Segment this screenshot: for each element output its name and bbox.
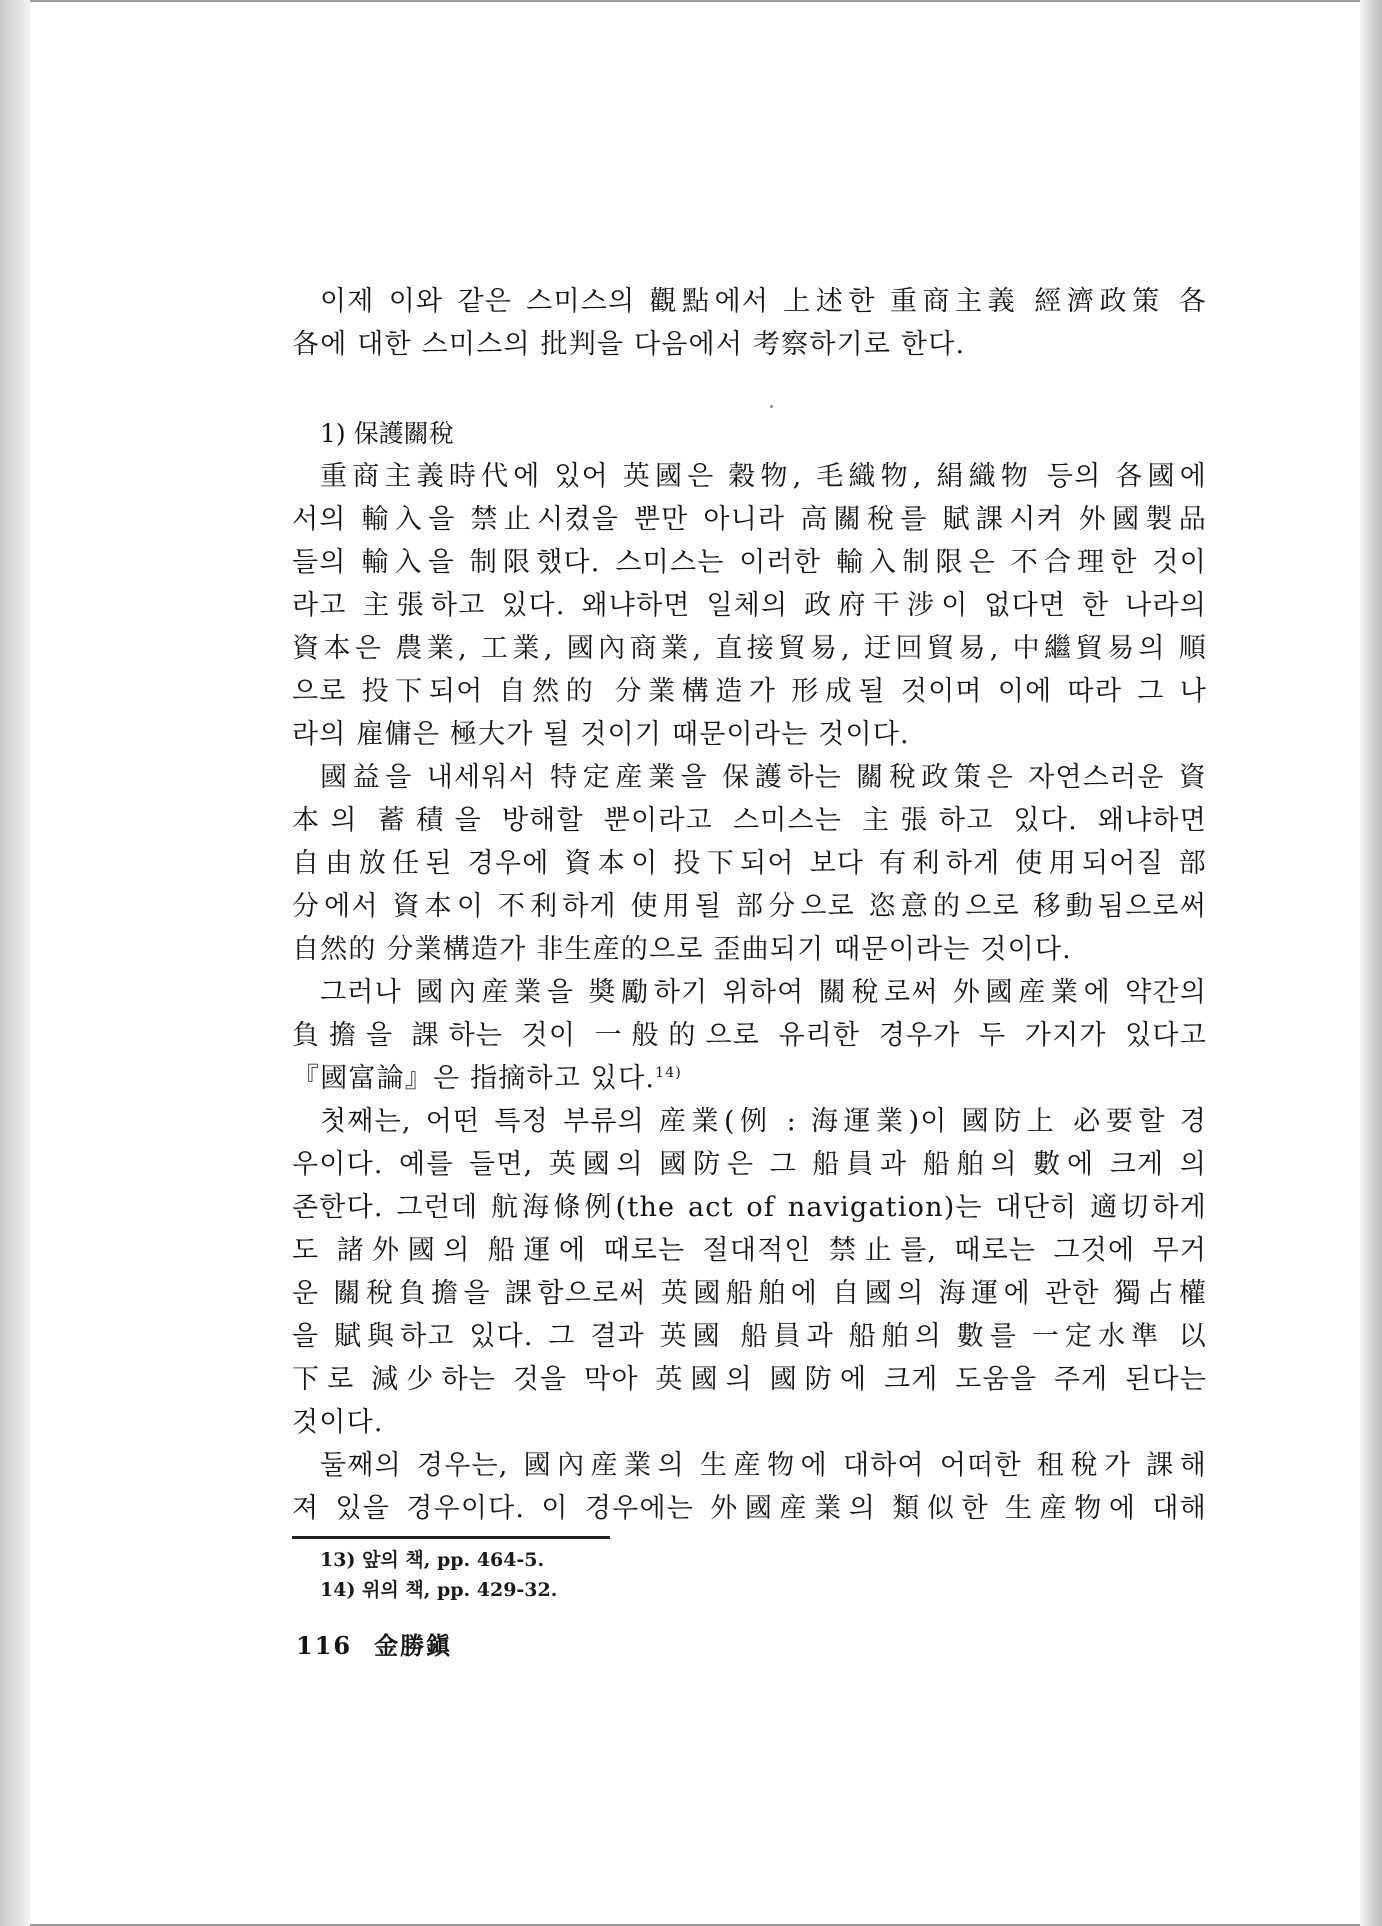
paragraph-line: 첫째는, 어떤 특정 부류의 産業(例 : 海運業)이 國防上 必要할 경 xyxy=(320,1106,1207,1137)
page-number: 116 xyxy=(296,1631,353,1660)
footnote-reference: 14) xyxy=(655,1065,683,1081)
paragraph-line: 自然的 分業構造가 非生産的으로 歪曲되기 때문이라는 것이다. xyxy=(292,934,1072,965)
paragraph xyxy=(292,1444,1207,1530)
paragraph-line: 들의 輸入을 制限했다. 스미스는 이러한 輸入制限은 不合理한 것이 xyxy=(292,547,1207,578)
footnote-divider xyxy=(292,1536,610,1539)
paragraph-line: 라의 雇傭은 極大가 될 것이기 때문이라는 것이다. xyxy=(292,719,910,750)
footnote: 14) 위의 책, pp. 429-32. xyxy=(320,1579,558,1601)
paragraph-line: 져 있을 경우이다. 이 경우에는 外國産業의 類似한 生産物에 대해 xyxy=(292,1493,1207,1524)
footnote: 13) 앞의 책, pp. 464-5. xyxy=(320,1549,545,1571)
paragraph-line: 自由放任된 경우에 資本이 投下되어 보다 有利하게 使用되어질 部 xyxy=(292,848,1207,879)
paragraph-line: 둘째의 경우는, 國內産業의 生産物에 대하여 어떠한 租稅가 課해 xyxy=(320,1450,1207,1481)
paragraph-line: 서의 輸入을 禁止시켰을 뿐만 아니라 高關稅를 賦課시켜 外國製品 xyxy=(292,504,1207,535)
paragraph-line: 그러나 國內産業을 奬勵하기 위하여 關稅로써 外國産業에 약간의 xyxy=(320,977,1207,1008)
intro-line: 이제 이와 같은 스미스의 觀點에서 上述한 重商主義 經濟政策 各 xyxy=(320,286,1207,317)
paragraph-line: 國益을 내세워서 特定産業을 保護하는 關稅政策은 자연스러운 資 xyxy=(320,762,1207,793)
footnotes xyxy=(320,1545,557,1605)
paragraph-line: 운 關稅負擔을 課함으로써 英國船舶에 自國의 海運에 관한 獨占權 xyxy=(292,1278,1207,1309)
page-edge-left xyxy=(0,0,30,1926)
paragraph-line: 本의 蓄積을 방해할 뿐이라고 스미스는 主張하고 있다. 왜냐하면 xyxy=(292,805,1207,836)
paragraph-line: 分에서 資本이 不利하게 使用될 部分으로 恣意的으로 移動됨으로써 xyxy=(292,891,1207,922)
paragraph xyxy=(292,971,1207,1100)
paragraph-line xyxy=(292,1057,1207,1100)
intro-line: 各에 대한 스미스의 批判을 다음에서 考察하기로 한다. xyxy=(292,329,966,360)
paragraph-line: 것이다. xyxy=(292,1407,384,1438)
paragraph-line-text: 『國富論』은 指摘하고 있다. xyxy=(292,1063,656,1094)
paragraph xyxy=(292,756,1207,971)
paragraph-line: 도 諸外國의 船運에 때로는 절대적인 禁止를, 때로는 그것에 무거 xyxy=(292,1235,1207,1266)
paragraph-line: 重商主義時代에 있어 英國은 穀物, 毛織物, 絹織物 등의 各國에 xyxy=(320,461,1207,492)
paragraph xyxy=(292,455,1207,756)
paragraph-line: 下로 減少하는 것을 막아 英國의 國防에 크게 도움을 주게 된다는 xyxy=(292,1364,1207,1395)
paragraph-line: 으로 投下되어 自然的 分業構造가 形成될 것이며 이에 따라 그 나 xyxy=(292,676,1207,707)
paragraph xyxy=(292,1100,1207,1444)
paragraph-line: 을 賦與하고 있다. 그 결과 英國 船員과 船舶의 數를 一定水準 以 xyxy=(292,1321,1207,1352)
page-footer xyxy=(296,1626,474,1661)
paragraph-line: 라고 主張하고 있다. 왜냐하면 일체의 政府干涉이 없다면 한 나라의 xyxy=(292,590,1207,621)
paragraph-line: 존한다. 그런데 航海條例(the act of navigation)는 대단히 適切하게 xyxy=(292,1192,1207,1223)
section-heading: 1) 保護關稅 xyxy=(320,419,454,448)
paragraph-line: 資本은 農業, 工業, 國內商業, 直接貿易, 迂回貿易, 中繼貿易의 順 xyxy=(292,633,1207,664)
paragraph-line: 우이다. 예를 들면, 英國의 國防은 그 船員과 船舶의 數에 크게 의 xyxy=(292,1149,1207,1180)
page-body xyxy=(292,280,1207,1530)
author-name: 金勝鎭 xyxy=(374,1631,453,1660)
paragraph-line: 負擔을 課하는 것이 一般的으로 유리한 경우가 두 가지가 있다고 xyxy=(292,1020,1207,1051)
page-edge-right xyxy=(1360,0,1382,1926)
